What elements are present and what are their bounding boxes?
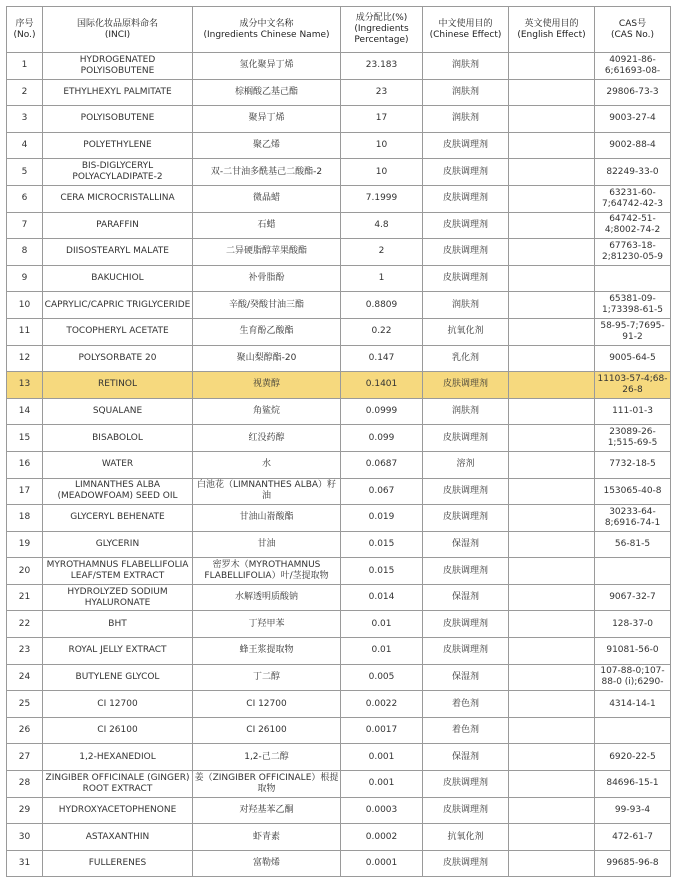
cell-chinese-effect: 保湿剂	[423, 664, 509, 691]
cell-percentage: 0.0999	[341, 398, 423, 425]
cell-percentage: 0.005	[341, 664, 423, 691]
cell-english-effect	[509, 744, 595, 771]
cell-english-effect	[509, 824, 595, 851]
cell-cas-no: 153065-40-8	[595, 478, 671, 505]
cell-no: 5	[7, 159, 43, 186]
table-row	[7, 584, 671, 611]
cell-cas-no: 111-01-3	[595, 398, 671, 425]
cell-no: 14	[7, 398, 43, 425]
cell-percentage: 17	[341, 106, 423, 133]
table-row	[7, 717, 671, 744]
cell-inci: ETHYLHEXYL PALMITATE	[43, 79, 193, 106]
cell-no: 19	[7, 531, 43, 558]
cell-no: 20	[7, 558, 43, 585]
cell-inci: GLYCERYL BEHENATE	[43, 505, 193, 532]
cell-inci: CAPRYLIC/CAPRIC TRIGLYCERIDE	[43, 292, 193, 319]
cell-cas-no: 9067-32-7	[595, 584, 671, 611]
table-row	[7, 79, 671, 106]
cell-chinese-name: 微晶蜡	[193, 185, 341, 212]
cell-no: 4	[7, 132, 43, 159]
cell-inci: HYDROLYZED SODIUM HYALURONATE	[43, 584, 193, 611]
cell-chinese-name: 水	[193, 451, 341, 478]
cell-chinese-name: 丁二醇	[193, 664, 341, 691]
cell-chinese-effect: 皮肤调理剂	[423, 850, 509, 877]
cell-no: 30	[7, 824, 43, 851]
cell-percentage: 23.183	[341, 53, 423, 80]
cell-chinese-name: 聚乙烯	[193, 132, 341, 159]
header-line: (INCI)	[104, 29, 131, 40]
table-row	[7, 159, 671, 186]
table-row	[7, 292, 671, 319]
cell-cas-no: 4314-14-1	[595, 691, 671, 718]
cell-percentage: 0.147	[341, 345, 423, 372]
cell-chinese-name: 白池花（LIMNANTHES ALBA）籽油	[193, 478, 341, 505]
cell-cas-no: 65381-09-1;73398-61-5	[595, 292, 671, 319]
cell-english-effect	[509, 425, 595, 452]
cell-inci: CI 12700	[43, 691, 193, 718]
cell-cas-no: 63231-60-7;64742-42-3	[595, 185, 671, 212]
cell-no: 12	[7, 345, 43, 372]
cell-chinese-effect: 皮肤调理剂	[423, 505, 509, 532]
cell-cas-no: 58-95-7;7695-91-2	[595, 318, 671, 345]
cell-english-effect	[509, 717, 595, 744]
table-row	[7, 478, 671, 505]
table-row	[7, 425, 671, 452]
cell-chinese-effect: 溶剂	[423, 451, 509, 478]
header-line: (Chinese Effect)	[429, 29, 502, 40]
cell-chinese-effect: 皮肤调理剂	[423, 212, 509, 239]
cell-chinese-effect: 皮肤调理剂	[423, 159, 509, 186]
cell-cas-no: 99-93-4	[595, 797, 671, 824]
cell-percentage: 0.1401	[341, 372, 423, 399]
cell-english-effect	[509, 478, 595, 505]
ingredients-table	[6, 6, 671, 877]
cell-english-effect	[509, 398, 595, 425]
cell-english-effect	[509, 691, 595, 718]
header-line: 英文使用目的	[524, 18, 579, 29]
cell-chinese-effect: 抗氧化剂	[423, 318, 509, 345]
cell-chinese-name: 甘油山嵛酸酯	[193, 505, 341, 532]
cell-percentage: 0.0022	[341, 691, 423, 718]
cell-percentage: 0.0002	[341, 824, 423, 851]
cell-cas-no: 84696-15-1	[595, 771, 671, 798]
cell-chinese-name: 生育酚乙酸酯	[193, 318, 341, 345]
table-row	[7, 212, 671, 239]
cell-chinese-effect: 皮肤调理剂	[423, 638, 509, 665]
cell-chinese-effect: 保湿剂	[423, 584, 509, 611]
cell-inci: POLYSORBATE 20	[43, 345, 193, 372]
cell-percentage: 7.1999	[341, 185, 423, 212]
cell-english-effect	[509, 79, 595, 106]
cell-cas-no	[595, 265, 671, 292]
table-row	[7, 132, 671, 159]
cell-no: 9	[7, 265, 43, 292]
header-line: Percentage)	[354, 35, 409, 45]
cell-english-effect	[509, 771, 595, 798]
cell-percentage: 0.099	[341, 425, 423, 452]
cell-inci: HYDROGENATED POLYISOBUTENE	[43, 53, 193, 80]
cell-percentage: 0.0687	[341, 451, 423, 478]
cell-chinese-effect: 润肤剂	[423, 106, 509, 133]
table-row	[7, 797, 671, 824]
cell-no: 28	[7, 771, 43, 798]
table-row	[7, 53, 671, 80]
cell-english-effect	[509, 850, 595, 877]
cell-english-effect	[509, 106, 595, 133]
cell-chinese-name: 氢化聚异丁烯	[193, 53, 341, 80]
cell-english-effect	[509, 185, 595, 212]
header-cas-no	[595, 7, 671, 53]
cell-english-effect	[509, 132, 595, 159]
cell-no: 26	[7, 717, 43, 744]
cell-chinese-effect: 着色剂	[423, 691, 509, 718]
cell-inci: POLYISOBUTENE	[43, 106, 193, 133]
header-line: (Ingredients	[354, 24, 409, 34]
cell-no: 10	[7, 292, 43, 319]
cell-chinese-name: 角鲨烷	[193, 398, 341, 425]
cell-cas-no: 64742-51-4;8002-74-2	[595, 212, 671, 239]
cell-chinese-name: 密罗木（MYROTHAMNUS FLABELLIFOLIA）叶/茎提取物	[193, 558, 341, 585]
cell-inci: BISABOLOL	[43, 425, 193, 452]
cell-chinese-effect: 皮肤调理剂	[423, 265, 509, 292]
cell-chinese-name: 双-二甘油多酰基己二酸酯-2	[193, 159, 341, 186]
table-row	[7, 318, 671, 345]
cell-inci: GLYCERIN	[43, 531, 193, 558]
table-row	[7, 531, 671, 558]
cell-inci: WATER	[43, 451, 193, 478]
cell-chinese-effect: 皮肤调理剂	[423, 372, 509, 399]
cell-chinese-name: 红没药醇	[193, 425, 341, 452]
cell-no: 18	[7, 505, 43, 532]
cell-no: 11	[7, 318, 43, 345]
cell-chinese-name: 聚异丁烯	[193, 106, 341, 133]
header-english-effect	[509, 7, 595, 53]
table-row	[7, 106, 671, 133]
header-percentage	[341, 7, 423, 53]
cell-chinese-name: 甘油	[193, 531, 341, 558]
cell-chinese-name: 虾青素	[193, 824, 341, 851]
cell-chinese-name: 丁羟甲苯	[193, 611, 341, 638]
cell-no: 7	[7, 212, 43, 239]
cell-inci: ZINGIBER OFFICINALE (GINGER) ROOT EXTRACT	[43, 771, 193, 798]
cell-chinese-name: 棕榈酸乙基己酯	[193, 79, 341, 106]
cell-percentage: 0.22	[341, 318, 423, 345]
cell-chinese-name: 对羟基苯乙酮	[193, 797, 341, 824]
cell-chinese-name: CI 12700	[193, 691, 341, 718]
header-line: 中文使用目的	[438, 18, 493, 29]
cell-inci: BAKUCHIOL	[43, 265, 193, 292]
cell-chinese-name: 水解透明质酸钠	[193, 584, 341, 611]
cell-percentage: 0.0003	[341, 797, 423, 824]
cell-no: 29	[7, 797, 43, 824]
cell-chinese-effect: 抗氧化剂	[423, 824, 509, 851]
cell-percentage: 10	[341, 159, 423, 186]
cell-no: 3	[7, 106, 43, 133]
cell-chinese-name: 石蜡	[193, 212, 341, 239]
cell-chinese-name: 富勒烯	[193, 850, 341, 877]
cell-english-effect	[509, 239, 595, 266]
cell-percentage: 10	[341, 132, 423, 159]
cell-no: 15	[7, 425, 43, 452]
cell-english-effect	[509, 212, 595, 239]
cell-inci: BUTYLENE GLYCOL	[43, 664, 193, 691]
cell-percentage: 2	[341, 239, 423, 266]
table-row	[7, 372, 671, 399]
cell-english-effect	[509, 611, 595, 638]
header-inci	[43, 7, 193, 53]
cell-no: 6	[7, 185, 43, 212]
cell-cas-no: 56-81-5	[595, 531, 671, 558]
cell-chinese-effect: 润肤剂	[423, 79, 509, 106]
cell-no: 25	[7, 691, 43, 718]
cell-chinese-effect: 皮肤调理剂	[423, 558, 509, 585]
cell-percentage: 0.001	[341, 744, 423, 771]
cell-percentage: 4.8	[341, 212, 423, 239]
cell-cas-no	[595, 717, 671, 744]
cell-chinese-name: 视黄醇	[193, 372, 341, 399]
header-chinese-effect	[423, 7, 509, 53]
cell-no: 13	[7, 372, 43, 399]
cell-cas-no: 107-88-0;107-88-0 (i);6290-	[595, 664, 671, 691]
cell-no: 31	[7, 850, 43, 877]
cell-percentage: 0.019	[341, 505, 423, 532]
cell-inci: HYDROXYACETOPHENONE	[43, 797, 193, 824]
cell-percentage: 0.001	[341, 771, 423, 798]
header-line: 序号	[15, 18, 34, 29]
cell-cas-no: 9002-88-4	[595, 132, 671, 159]
table-row	[7, 691, 671, 718]
cell-percentage: 0.014	[341, 584, 423, 611]
cell-no: 24	[7, 664, 43, 691]
cell-chinese-name: 聚山梨醇酯-20	[193, 345, 341, 372]
header-line: 国际化妆品原料命名	[76, 18, 158, 29]
cell-chinese-name: 姜（ZINGIBER OFFICINALE）根提取物	[193, 771, 341, 798]
header-line: (No.)	[13, 29, 36, 40]
cell-inci: PARAFFIN	[43, 212, 193, 239]
cell-percentage: 0.0001	[341, 850, 423, 877]
cell-english-effect	[509, 159, 595, 186]
table-row	[7, 345, 671, 372]
table-row	[7, 239, 671, 266]
header-line: (Ingredients Chinese Name)	[203, 29, 330, 40]
cell-percentage: 0.015	[341, 531, 423, 558]
cell-chinese-effect: 皮肤调理剂	[423, 797, 509, 824]
cell-english-effect	[509, 345, 595, 372]
cell-inci: CI 26100	[43, 717, 193, 744]
cell-chinese-effect: 皮肤调理剂	[423, 425, 509, 452]
cell-cas-no: 29806-73-3	[595, 79, 671, 106]
cell-english-effect	[509, 451, 595, 478]
cell-chinese-effect: 润肤剂	[423, 292, 509, 319]
cell-chinese-name: 二异硬脂醇苹果酸酯	[193, 239, 341, 266]
cell-inci: BHT	[43, 611, 193, 638]
table-row	[7, 771, 671, 798]
cell-no: 2	[7, 79, 43, 106]
cell-cas-no: 40921-86-6;61693-08-	[595, 53, 671, 80]
cell-english-effect	[509, 638, 595, 665]
cell-no: 16	[7, 451, 43, 478]
header-line: 成分配比(%)	[355, 13, 408, 23]
cell-inci: FULLERENES	[43, 850, 193, 877]
header-line: 成分中文名称	[239, 18, 294, 29]
header-line: (CAS No.)	[611, 29, 654, 40]
table-row	[7, 558, 671, 585]
cell-cas-no	[595, 558, 671, 585]
cell-inci: POLYETHYLENE	[43, 132, 193, 159]
cell-cas-no: 99685-96-8	[595, 850, 671, 877]
cell-cas-no: 9003-27-4	[595, 106, 671, 133]
cell-inci: LIMNANTHES ALBA (MEADOWFOAM) SEED OIL	[43, 478, 193, 505]
cell-no: 22	[7, 611, 43, 638]
cell-cas-no: 128-37-0	[595, 611, 671, 638]
cell-inci: SQUALANE	[43, 398, 193, 425]
cell-percentage: 0.01	[341, 638, 423, 665]
header-row	[7, 7, 671, 53]
cell-cas-no: 6920-22-5	[595, 744, 671, 771]
table-row	[7, 398, 671, 425]
table-row	[7, 664, 671, 691]
cell-inci: ASTAXANTHIN	[43, 824, 193, 851]
cell-percentage: 0.015	[341, 558, 423, 585]
cell-no: 17	[7, 478, 43, 505]
cell-inci: BIS-DIGLYCERYL POLYACYLADIPATE-2	[43, 159, 193, 186]
cell-english-effect	[509, 265, 595, 292]
cell-chinese-effect: 皮肤调理剂	[423, 239, 509, 266]
cell-english-effect	[509, 505, 595, 532]
cell-chinese-effect: 皮肤调理剂	[423, 771, 509, 798]
cell-percentage: 0.01	[341, 611, 423, 638]
cell-percentage: 0.0017	[341, 717, 423, 744]
cell-chinese-name: 补骨脂酚	[193, 265, 341, 292]
cell-chinese-effect: 保湿剂	[423, 744, 509, 771]
cell-inci: RETINOL	[43, 372, 193, 399]
cell-english-effect	[509, 531, 595, 558]
header-line: CAS号	[618, 18, 647, 29]
cell-chinese-effect: 润肤剂	[423, 53, 509, 80]
cell-no: 23	[7, 638, 43, 665]
cell-cas-no: 472-61-7	[595, 824, 671, 851]
header-chinese-name	[193, 7, 341, 53]
cell-chinese-effect: 润肤剂	[423, 398, 509, 425]
header-line: (English Effect)	[517, 29, 586, 40]
cell-chinese-effect: 着色剂	[423, 717, 509, 744]
cell-inci: DIISOSTEARYL MALATE	[43, 239, 193, 266]
cell-chinese-effect: 乳化剂	[423, 345, 509, 372]
cell-cas-no: 9005-64-5	[595, 345, 671, 372]
cell-inci: MYROTHAMNUS FLABELLIFOLIA LEAF/STEM EXTRACT	[43, 558, 193, 585]
cell-no: 21	[7, 584, 43, 611]
table-body	[7, 53, 671, 877]
cell-chinese-name: 1,2-己二醇	[193, 744, 341, 771]
cell-english-effect	[509, 53, 595, 80]
cell-cas-no: 67763-18-2;81230-05-9	[595, 239, 671, 266]
cell-cas-no: 23089-26-1;515-69-5	[595, 425, 671, 452]
table-row	[7, 185, 671, 212]
cell-inci: TOCOPHERYL ACETATE	[43, 318, 193, 345]
table-row	[7, 451, 671, 478]
cell-chinese-effect: 保湿剂	[423, 531, 509, 558]
cell-chinese-effect: 皮肤调理剂	[423, 185, 509, 212]
cell-cas-no: 91081-56-0	[595, 638, 671, 665]
cell-chinese-effect: 皮肤调理剂	[423, 478, 509, 505]
cell-inci: ROYAL JELLY EXTRACT	[43, 638, 193, 665]
table-row	[7, 265, 671, 292]
cell-english-effect	[509, 318, 595, 345]
cell-percentage: 0.8809	[341, 292, 423, 319]
cell-english-effect	[509, 797, 595, 824]
cell-inci: 1,2-HEXANEDIOL	[43, 744, 193, 771]
cell-chinese-effect: 皮肤调理剂	[423, 132, 509, 159]
table-row	[7, 611, 671, 638]
cell-chinese-name: 蜂王浆提取物	[193, 638, 341, 665]
table-row	[7, 824, 671, 851]
cell-english-effect	[509, 664, 595, 691]
cell-percentage: 23	[341, 79, 423, 106]
cell-inci: CERA MICROCRISTALLINA	[43, 185, 193, 212]
cell-cas-no: 30233-64-8;6916-74-1	[595, 505, 671, 532]
cell-chinese-name: 辛酸/癸酸甘油三酯	[193, 292, 341, 319]
cell-no: 27	[7, 744, 43, 771]
cell-english-effect	[509, 292, 595, 319]
table-row	[7, 850, 671, 877]
cell-english-effect	[509, 558, 595, 585]
cell-no: 8	[7, 239, 43, 266]
cell-chinese-name: CI 26100	[193, 717, 341, 744]
cell-no: 1	[7, 53, 43, 80]
cell-percentage: 1	[341, 265, 423, 292]
header-no	[7, 7, 43, 53]
cell-cas-no: 7732-18-5	[595, 451, 671, 478]
cell-cas-no: 82249-33-0	[595, 159, 671, 186]
table-row	[7, 505, 671, 532]
cell-cas-no: 11103-57-4;68-26-8	[595, 372, 671, 399]
table-row	[7, 744, 671, 771]
table-row	[7, 638, 671, 665]
cell-percentage: 0.067	[341, 478, 423, 505]
cell-english-effect	[509, 584, 595, 611]
cell-chinese-effect: 皮肤调理剂	[423, 611, 509, 638]
cell-english-effect	[509, 372, 595, 399]
